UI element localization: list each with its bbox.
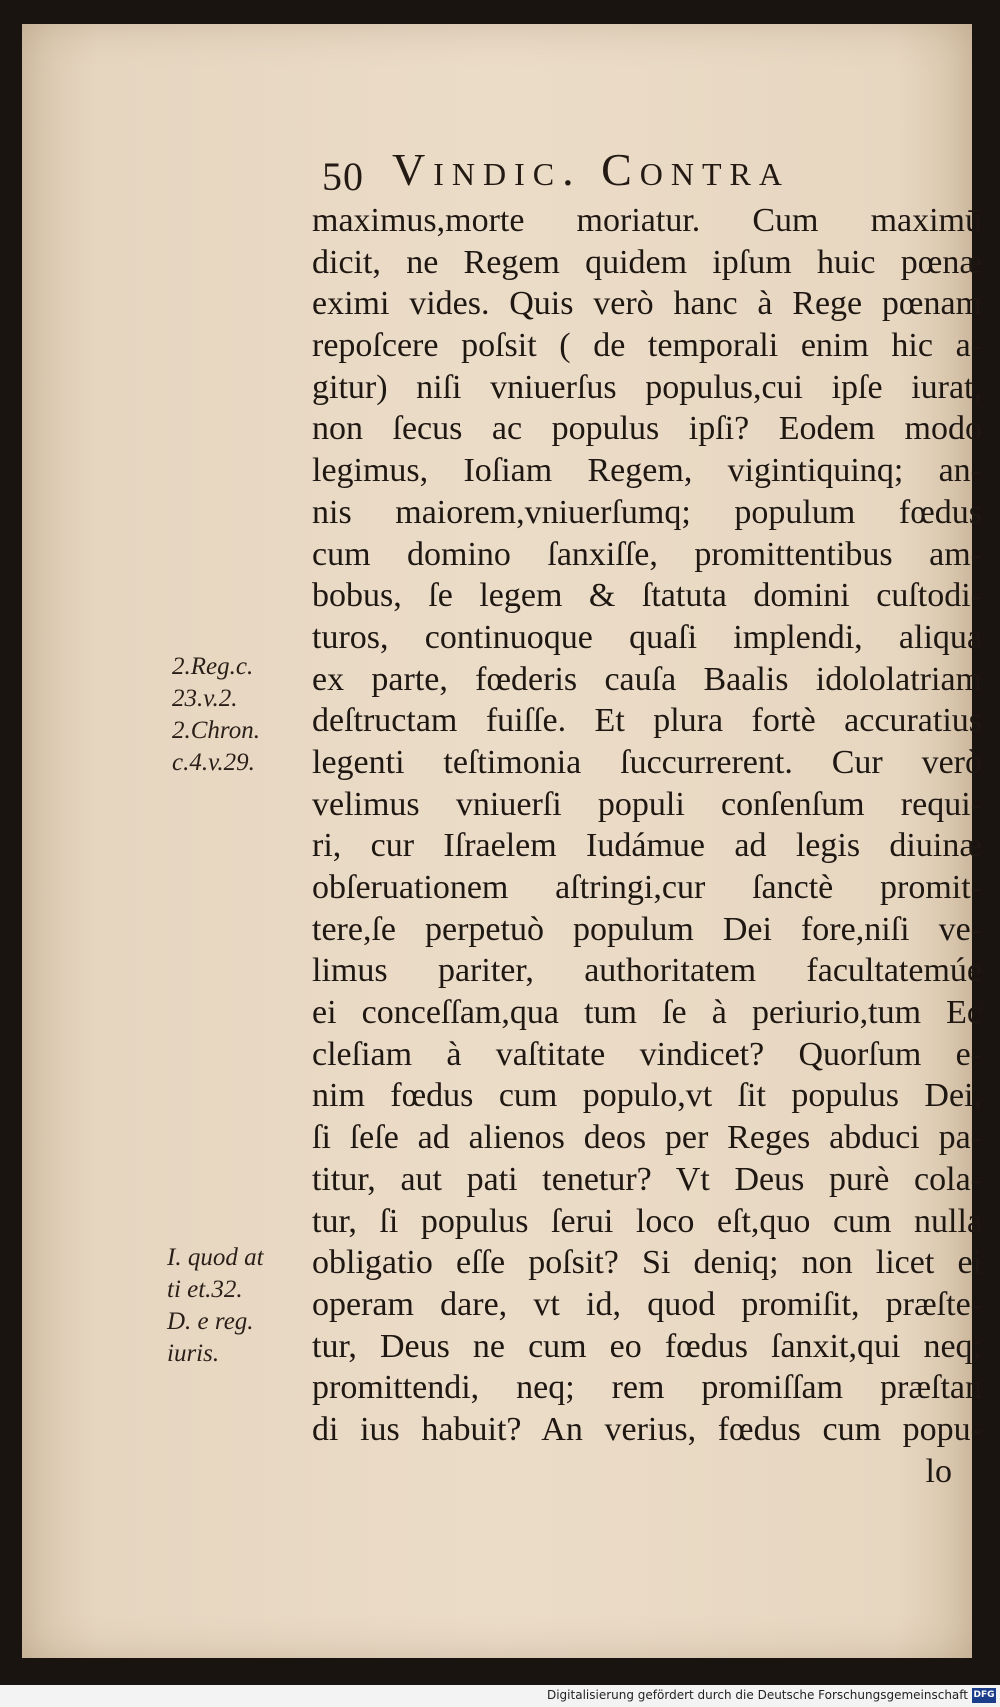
text-line: deſtructam fuiſſe. Et plura fortè accuratius [312, 702, 982, 740]
text-line: lo [925, 1452, 952, 1490]
text-line: repoſcere poſsit ( de temporali enim hic a- [312, 327, 982, 365]
book-page [22, 24, 982, 1658]
text-line: ſi ſeſe ad alienos deos per Reges abduci pa- [312, 1119, 982, 1157]
text-line: velimus vniuerſi populi conſenſum requi- [312, 785, 982, 823]
text-line: bobus, ſe legem & ſtatuta domini cuſtodi- [312, 577, 982, 615]
text-line: turos, continuoque quaſi implendi, aliqua [312, 618, 982, 656]
footer-credit: Digitalisierung gefördert durch die Deutsche Forschungsgemeinschaft [546, 1688, 968, 1702]
text-line: promittendi, neq; rem promiſſam præſtan [312, 1369, 982, 1407]
text-line: tere,ſe perpetuò populum Dei fore,niſi ve- [312, 910, 982, 948]
text-line: obligatio eſſe poſsit? Si deniq; non licet ei [312, 1244, 982, 1282]
text-line: legenti teſtimonia ſuccurrerent. Cur verò [312, 743, 982, 781]
text-line: tur, ſi populus ſerui loco eſt,quo cum nulla [312, 1202, 982, 1240]
text-line: di ius habuit? An verius, fœdus cum popu- [312, 1410, 982, 1448]
margin-note: D. e reg. [167, 1308, 254, 1335]
text-line: ri, cur Iſraelem Iudámue ad legis diuinæ [312, 827, 982, 865]
text-line: cum domino ſanxiſſe, promittentibus am- [312, 535, 982, 573]
margin-note: I. quod at [167, 1244, 264, 1271]
text-line: legimus, Ioſiam Regem, vigintiquinq; an- [312, 452, 982, 490]
text-line: tur, Deus ne cum eo fœdus ſanxit,qui neq; [312, 1327, 982, 1365]
text-line: operam dare, vt id, quod promiſit, præſte- [312, 1285, 982, 1323]
margin-note: 23.v.2. [172, 685, 238, 712]
text-line: ex parte, fœderis cauſa Baalis idololatriam [312, 660, 982, 698]
dfg-logo-icon: DFG [972, 1688, 996, 1703]
text-line: nim fœdus cum populo,vt ſit populus Dei, [312, 1077, 982, 1115]
text-line: limus pariter, authoritatem facultatemúe [312, 952, 982, 990]
text-line: maximus,morte moriatur. Cum maximū [312, 202, 982, 239]
margin-note: iuris. [167, 1340, 220, 1367]
text-line: dicit, ne Regem quidem ipſum huic pœnæ [312, 243, 982, 281]
running-title: Vindic. Contra [392, 144, 790, 195]
margin-note: 2.Chron. [172, 717, 260, 744]
text-line: gitur) niſi vniuerſus populus,cui ipſe iurat, [312, 368, 982, 406]
text-line: non ſecus ac populus ipſi? Eodem modo [312, 410, 982, 448]
page-header [322, 139, 962, 199]
margin-note: c.4.v.29. [172, 749, 255, 776]
text-line: nis maiorem,vniuerſumq; populum fœdus [312, 493, 982, 531]
text-line: obſeruationem aſtringi,cur ſanctè promit- [312, 869, 982, 906]
text-line: eximi vides. Quis verò hanc à Rege pœnam [312, 285, 982, 323]
page-number: 50 [322, 154, 364, 199]
margin-notes-bible-refs [172, 651, 260, 779]
text-line: titur, aut pati tenetur? Vt Deus purè cola- [312, 1160, 982, 1198]
body-text [312, 200, 982, 1492]
text-line: cleſiam à vaſtitate vindicet? Quorſum e- [312, 1035, 982, 1073]
text-line: ei conceſſam,qua tum ſe à periurio,tum Ec [312, 994, 982, 1032]
margin-notes-legal-refs [167, 1242, 264, 1370]
footer-bar [0, 1685, 1000, 1707]
margin-note: ti et.32. [167, 1276, 243, 1303]
margin-note: 2.Reg.c. [172, 653, 254, 680]
